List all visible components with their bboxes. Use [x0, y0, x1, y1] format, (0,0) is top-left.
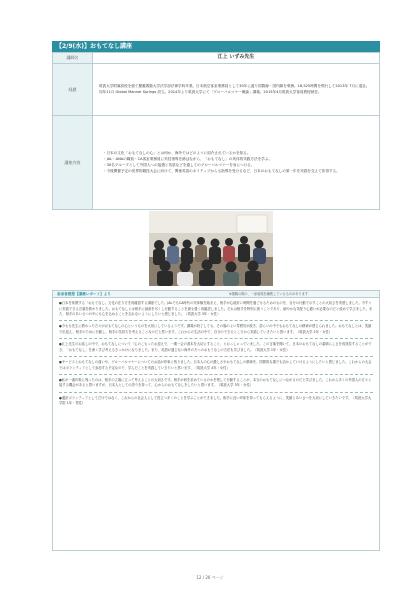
- lecture-photo: [149, 211, 273, 286]
- report-comment: ●サービスとおもてなしの違いや、グローバルマナーについてのお話が印象に残りました。日本人の心の優しさやおもてなしの精神を、国際的な場でも活かしていけるようにしたいと感じました。これからの大会ではボランティアとして参加する予定なので、学んだことを実践していきたいと思います。（筑波大学 4年・女性）: [59, 359, 372, 370]
- report-note: ※掲載の際の、一部表現を編集しているものがあります: [229, 292, 309, 296]
- content-item: ・30名グループとして外国人への接遇と英語などを通してのグローバルマナーを身につける。: [103, 163, 255, 167]
- speaker-name: 江上 いずみ先生: [93, 53, 380, 64]
- section-title: 【2/9(水)】おもてなし講座: [56, 43, 133, 50]
- report-header: [52, 290, 380, 298]
- report-comment: ●日本を象徴する「おもてなし」文化の在り方を再確認する講座でした。JALでもCA時代の実体験を踏まえ、相手が心地好い時間を過ごせるためのものを、自分の行動で示すことの大切さを実感しました。今すぐに実践できる言葉を教わりました。おもてなしとは相手に誠意を尽くし行動することを最も強く再確認しました。それは相手を特別に扱うことであり、細やかな気配り心遣いが必要なのだと改めて学びました。また、相手のあいさつの中にも心を込めることを忘れないようにしたいと感じました。（筑波大学 3年・女性）: [59, 301, 373, 317]
- content-list: [93, 151, 379, 175]
- report-body: [52, 298, 380, 551]
- content-item: ・今後開催予定の世界的競技大会に向けて、関係英語のネイティブからも指導を受けるなど、日本のおもてなしの第一歩を実践を交えて体得する。: [103, 169, 340, 174]
- career-row: [53, 64, 380, 116]
- section-title-bar: [52, 41, 380, 52]
- report-comment: ●江上先生のお話しの中で、おもてなしについて「心のこもったお迎えで、一期一会の基本を大切にすること」とおっしゃっていました。この言葉を聞いて、日本のおもてなしの素晴らしさを再発見することができ、「おもてなし」を深く学び考えるきっかけになりました。また、英語が通じない海外の方へのおもてなしの方法も学びました。（筑波大学 1年・女性）: [59, 342, 372, 352]
- report-comment: ●私が一番印象に残ったのは、相手の立場に立って考えることの大切さです。相手が何を求めているのかを察して行動することが、本当のおもてなしにつながるのだと学びました。これから多くの外国人の方々と接する機会があると思いますが、日本人としての誇りを持って、心からのおもてなしをしたいと思います。（筑波大学 3年・女性）: [59, 377, 372, 388]
- content-item: ・JAL・ANAの職員・CA客室乗務員に実技指導を締ばながら、「おもてなし」の具体的実践方法を学ぶ。: [103, 156, 273, 161]
- speaker-row: [53, 53, 380, 64]
- page-number: 12 / 26 ページ: [196, 575, 224, 580]
- divider: [59, 356, 373, 357]
- report-comment: ●通訳ボランティアとしてだけではなく、これからの社会人として役立つ多くのことを学ぶことができました。相手に良い印象を持ってもらえるように、笑顔とあいさつを大切にしていきたいです。（筑波大学大学院 1年・男性）: [59, 395, 372, 406]
- divider: [59, 374, 373, 375]
- career-text: 筑波大学附属高校を経て慶應義塾大学法学部法律学科卒業。日本航空客室乗務員として30年に渡り国際線・国内線を乗務。18,525時間を飛行して2013年 7月に退社。同年11月 Global Manner Springs 設立。2014年より筑波大学にて「グローバルマナー概論」講義。2015年4月筑波大学客員教授就任。: [93, 64, 380, 116]
- content-cell: [93, 116, 380, 210]
- report-title: 参加者感想【講義レポート】より: [57, 292, 111, 296]
- career-label: 経歴: [53, 64, 93, 116]
- content-label: 講座内容: [53, 116, 93, 210]
- report-comment: ●今もも先生に教わった方々がおもてなしの心というものを大切にしているようです。講義が終了しても、その場のよい雰囲気が続き、語らいの中でもおもてなしの精神が感じられました。おもてなしとは、笑顔で出迎え、相手のために行動し、相手の気持ちを考えることなのだと思います。これからの生活の中で、自分のできるところから実践していきたいと思います。（筑波大学 2年・女性）: [59, 324, 372, 334]
- lecture-photo-illustration: [149, 211, 273, 286]
- speaker-label: 講師名: [53, 53, 93, 64]
- content-row: [53, 116, 380, 210]
- divider: [59, 338, 373, 339]
- content-item: ・日本の文化「おもてなしの心」とは何か、海外ではどのように紹介されているかを知る。: [103, 150, 251, 155]
- divider: [59, 392, 373, 393]
- lecture-info-table: [52, 52, 380, 210]
- divider: [59, 320, 373, 321]
